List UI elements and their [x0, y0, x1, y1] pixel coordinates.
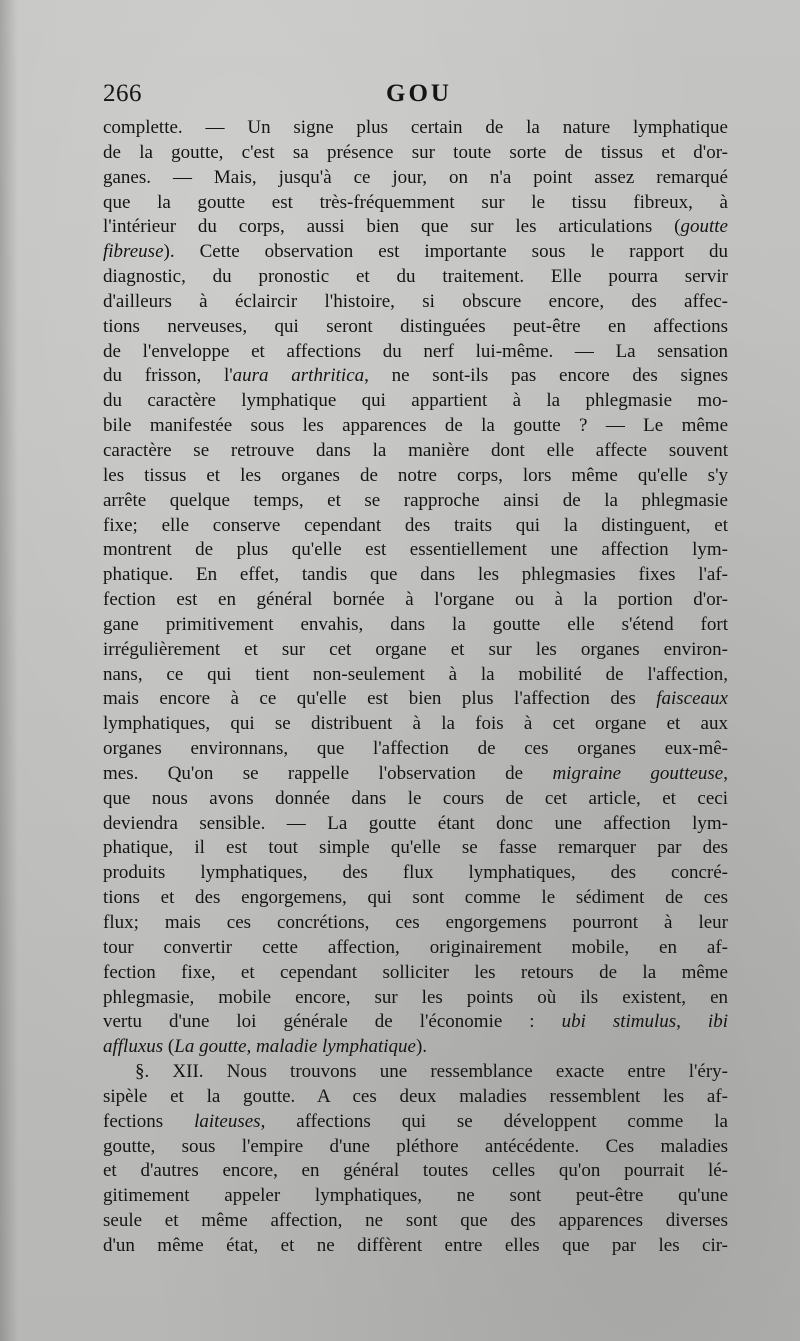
- text-segment: vertu d'une loi générale de l'économie :: [103, 1011, 562, 1033]
- running-head: GOU: [386, 80, 452, 107]
- text-segment: fection fixe, et cependant solliciter les retours de la même: [103, 961, 728, 983]
- text-segment: de la goutte, c'est sa présence sur toute sorte de tissus et d'or-: [103, 141, 728, 163]
- text-segment: de l'enveloppe et affections du nerf lui-même. — La sensation: [103, 340, 728, 362]
- text-line: [103, 191, 728, 216]
- text-segment: que nous avons donnée dans le cours de cet article, et ceci: [103, 787, 728, 809]
- text-line: [103, 1159, 728, 1184]
- text-segment: goutte, sous l'empire d'une pléthore antécédente. Ces maladies: [103, 1135, 728, 1157]
- text-segment: organes environnans, que l'affection de ces organes eux-mê-: [103, 738, 728, 760]
- page-header: [103, 80, 728, 116]
- text-line: [103, 936, 728, 961]
- text-line: [103, 514, 728, 539]
- text-segment: nans, ce qui tient non-seulement à la mobilité de l'affection,: [103, 663, 728, 685]
- text-line: [103, 1110, 728, 1135]
- text-line: [103, 166, 728, 191]
- text-line: [103, 961, 728, 986]
- text-segment: du frisson, l': [103, 365, 233, 387]
- text-line: [103, 538, 728, 563]
- text-segment: tour convertir cette affection, originairement mobile, en af-: [103, 936, 728, 958]
- page-number: 266: [103, 80, 142, 107]
- text-line: [103, 1184, 728, 1209]
- text-line: [103, 712, 728, 737]
- text-line: [103, 787, 728, 812]
- text-line: [103, 1135, 728, 1160]
- text-line: [103, 265, 728, 290]
- text-segment: lymphatiques, qui se distribuent à la fois à cet organe et aux: [103, 713, 728, 735]
- text-line: [103, 911, 728, 936]
- text-line: [103, 663, 728, 688]
- text-line: [103, 861, 728, 886]
- text-segment: d'un même état, et ne diffèrent entre elles que par les cir-: [103, 1234, 728, 1256]
- text-segment: , affections qui se développent comme la: [260, 1110, 728, 1132]
- italic-text: aura arthritica: [232, 365, 365, 387]
- text-segment: phatique. En effet, tandis que dans les phlegmasies fixes l'af-: [103, 564, 728, 586]
- text-segment: phatique, il est tout simple qu'elle se fasse remarquer par des: [103, 837, 728, 859]
- italic-text: faisceaux: [656, 688, 728, 710]
- text-line: [103, 886, 728, 911]
- text-line: [103, 588, 728, 613]
- text-segment: diagnostic, du pronostic et du traitement. Elle pourra servir: [103, 266, 728, 288]
- italic-text: goutte: [680, 216, 728, 238]
- italic-text: affluxus: [103, 1036, 164, 1058]
- text-line: [103, 613, 728, 638]
- text-line: [103, 1234, 728, 1259]
- text-line: [103, 414, 728, 439]
- text-segment: produits lymphatiques, des flux lymphatiques, des concré-: [103, 862, 728, 884]
- text-line: [103, 141, 728, 166]
- text-segment: fixe; elle conserve cependant des traits qui la distinguent, et: [103, 514, 728, 536]
- text-segment: deviendra sensible. — La goutte étant donc une affection lym-: [103, 812, 728, 834]
- text-segment: les tissus et les organes de notre corps, lors même qu'elle s'y: [103, 464, 728, 486]
- text-line: [103, 1085, 728, 1110]
- text-segment: complette. — Un signe plus certain de la nature lymphatique: [103, 117, 728, 138]
- text-line: [103, 116, 728, 141]
- text-segment: irrégulièrement et sur cet organe et sur les organes environ-: [103, 638, 728, 660]
- text-segment: flux; mais ces concrétions, ces engorgemens pourront à leur: [103, 912, 728, 933]
- text-segment: gitimement appeler lymphatiques, ne sont peut-être qu'une: [103, 1185, 728, 1207]
- text-line: [103, 489, 728, 514]
- text-line: [103, 812, 728, 837]
- text-segment: ). Cette observation est importante sous le rapport du: [163, 241, 728, 263]
- text-line: [103, 638, 728, 663]
- text-line: [103, 439, 728, 464]
- text-segment: ganes. — Mais, jusqu'à ce jour, on n'a point assez remarqué: [103, 166, 728, 188]
- text-segment: d'ailleurs à éclaircir l'histoire, si obscure encore, des affec-: [103, 290, 728, 312]
- italic-text: migraine goutteuse: [552, 762, 724, 784]
- text-segment: gane primitivement envahis, dans la goutte elle s'étend fort: [103, 613, 728, 635]
- text-segment: caractère se retrouve dans la manière dont elle affecte souvent: [103, 439, 728, 461]
- italic-text: ubi stimulus, ibi: [561, 1011, 728, 1033]
- text-segment: et d'autres encore, en général toutes celles qu'on pourrait lé-: [103, 1160, 728, 1182]
- text-segment: montrent de plus qu'elle est essentiellement une affection lym-: [103, 539, 728, 561]
- text-line: [103, 737, 728, 762]
- text-segment: ,: [723, 762, 728, 784]
- text-segment: ).: [415, 1036, 428, 1058]
- text-line: [103, 315, 728, 340]
- text-segment: sipèle et la goutte. A ces deux maladies ressemblent les af-: [103, 1085, 728, 1107]
- text-segment: que la goutte est très-fréquemment sur le tissu fibreux, à: [103, 191, 728, 213]
- text-line: [103, 1209, 728, 1234]
- text-segment: tions et des engorgemens, qui sont comme le sédiment de ces: [103, 887, 728, 909]
- text-line: [103, 364, 728, 389]
- text-line: [103, 215, 728, 240]
- text-segment: seule et même affection, ne sont que des apparences diverses: [103, 1210, 728, 1232]
- text-segment: fection est en général bornée à l'organe ou à la portion d'or-: [103, 589, 728, 611]
- text-segment: mes. Qu'on se rappelle l'observation de: [103, 762, 553, 784]
- text-line: [103, 240, 728, 265]
- italic-text: La goutte, maladie lymphatique: [174, 1036, 416, 1058]
- text-line: [103, 836, 728, 861]
- text-segment: , ne sont-ils pas encore des signes: [364, 365, 728, 387]
- text-segment: du caractère lymphatique qui appartient à la phlegmasie mo-: [103, 390, 728, 412]
- italic-text: laiteuses: [194, 1110, 261, 1132]
- text-line: [103, 464, 728, 489]
- text-segment: fections: [103, 1110, 195, 1132]
- text-line: [103, 389, 728, 414]
- text-line: [103, 340, 728, 365]
- text-segment: mais encore à ce qu'elle est bien plus l'affection des: [103, 688, 657, 710]
- body-text: [103, 116, 728, 1259]
- text-line: [103, 1035, 728, 1060]
- text-line: [103, 762, 728, 787]
- italic-text: fibreuse: [103, 241, 164, 263]
- text-segment: arrête quelque temps, et se rapproche ainsi de la phlegmasie: [103, 489, 728, 511]
- text-line: [103, 1010, 728, 1035]
- text-line: [103, 1060, 728, 1085]
- text-line: [103, 986, 728, 1011]
- text-segment: phlegmasie, mobile encore, sur les points où ils existent, en: [103, 986, 728, 1008]
- text-segment: tions nerveuses, qui seront distinguées peut-être en affections: [103, 315, 728, 337]
- text-segment: bile manifestée sous les apparences de la goutte ? — Le même: [103, 415, 728, 437]
- text-segment: (: [163, 1036, 175, 1058]
- text-line: [103, 563, 728, 588]
- text-segment: §. XII. Nous trouvons une ressemblance exacte entre l'éry-: [135, 1061, 728, 1083]
- text-line: [103, 290, 728, 315]
- text-segment: l'intérieur du corps, aussi bien que sur les articulations (: [103, 216, 681, 238]
- text-line: [103, 687, 728, 712]
